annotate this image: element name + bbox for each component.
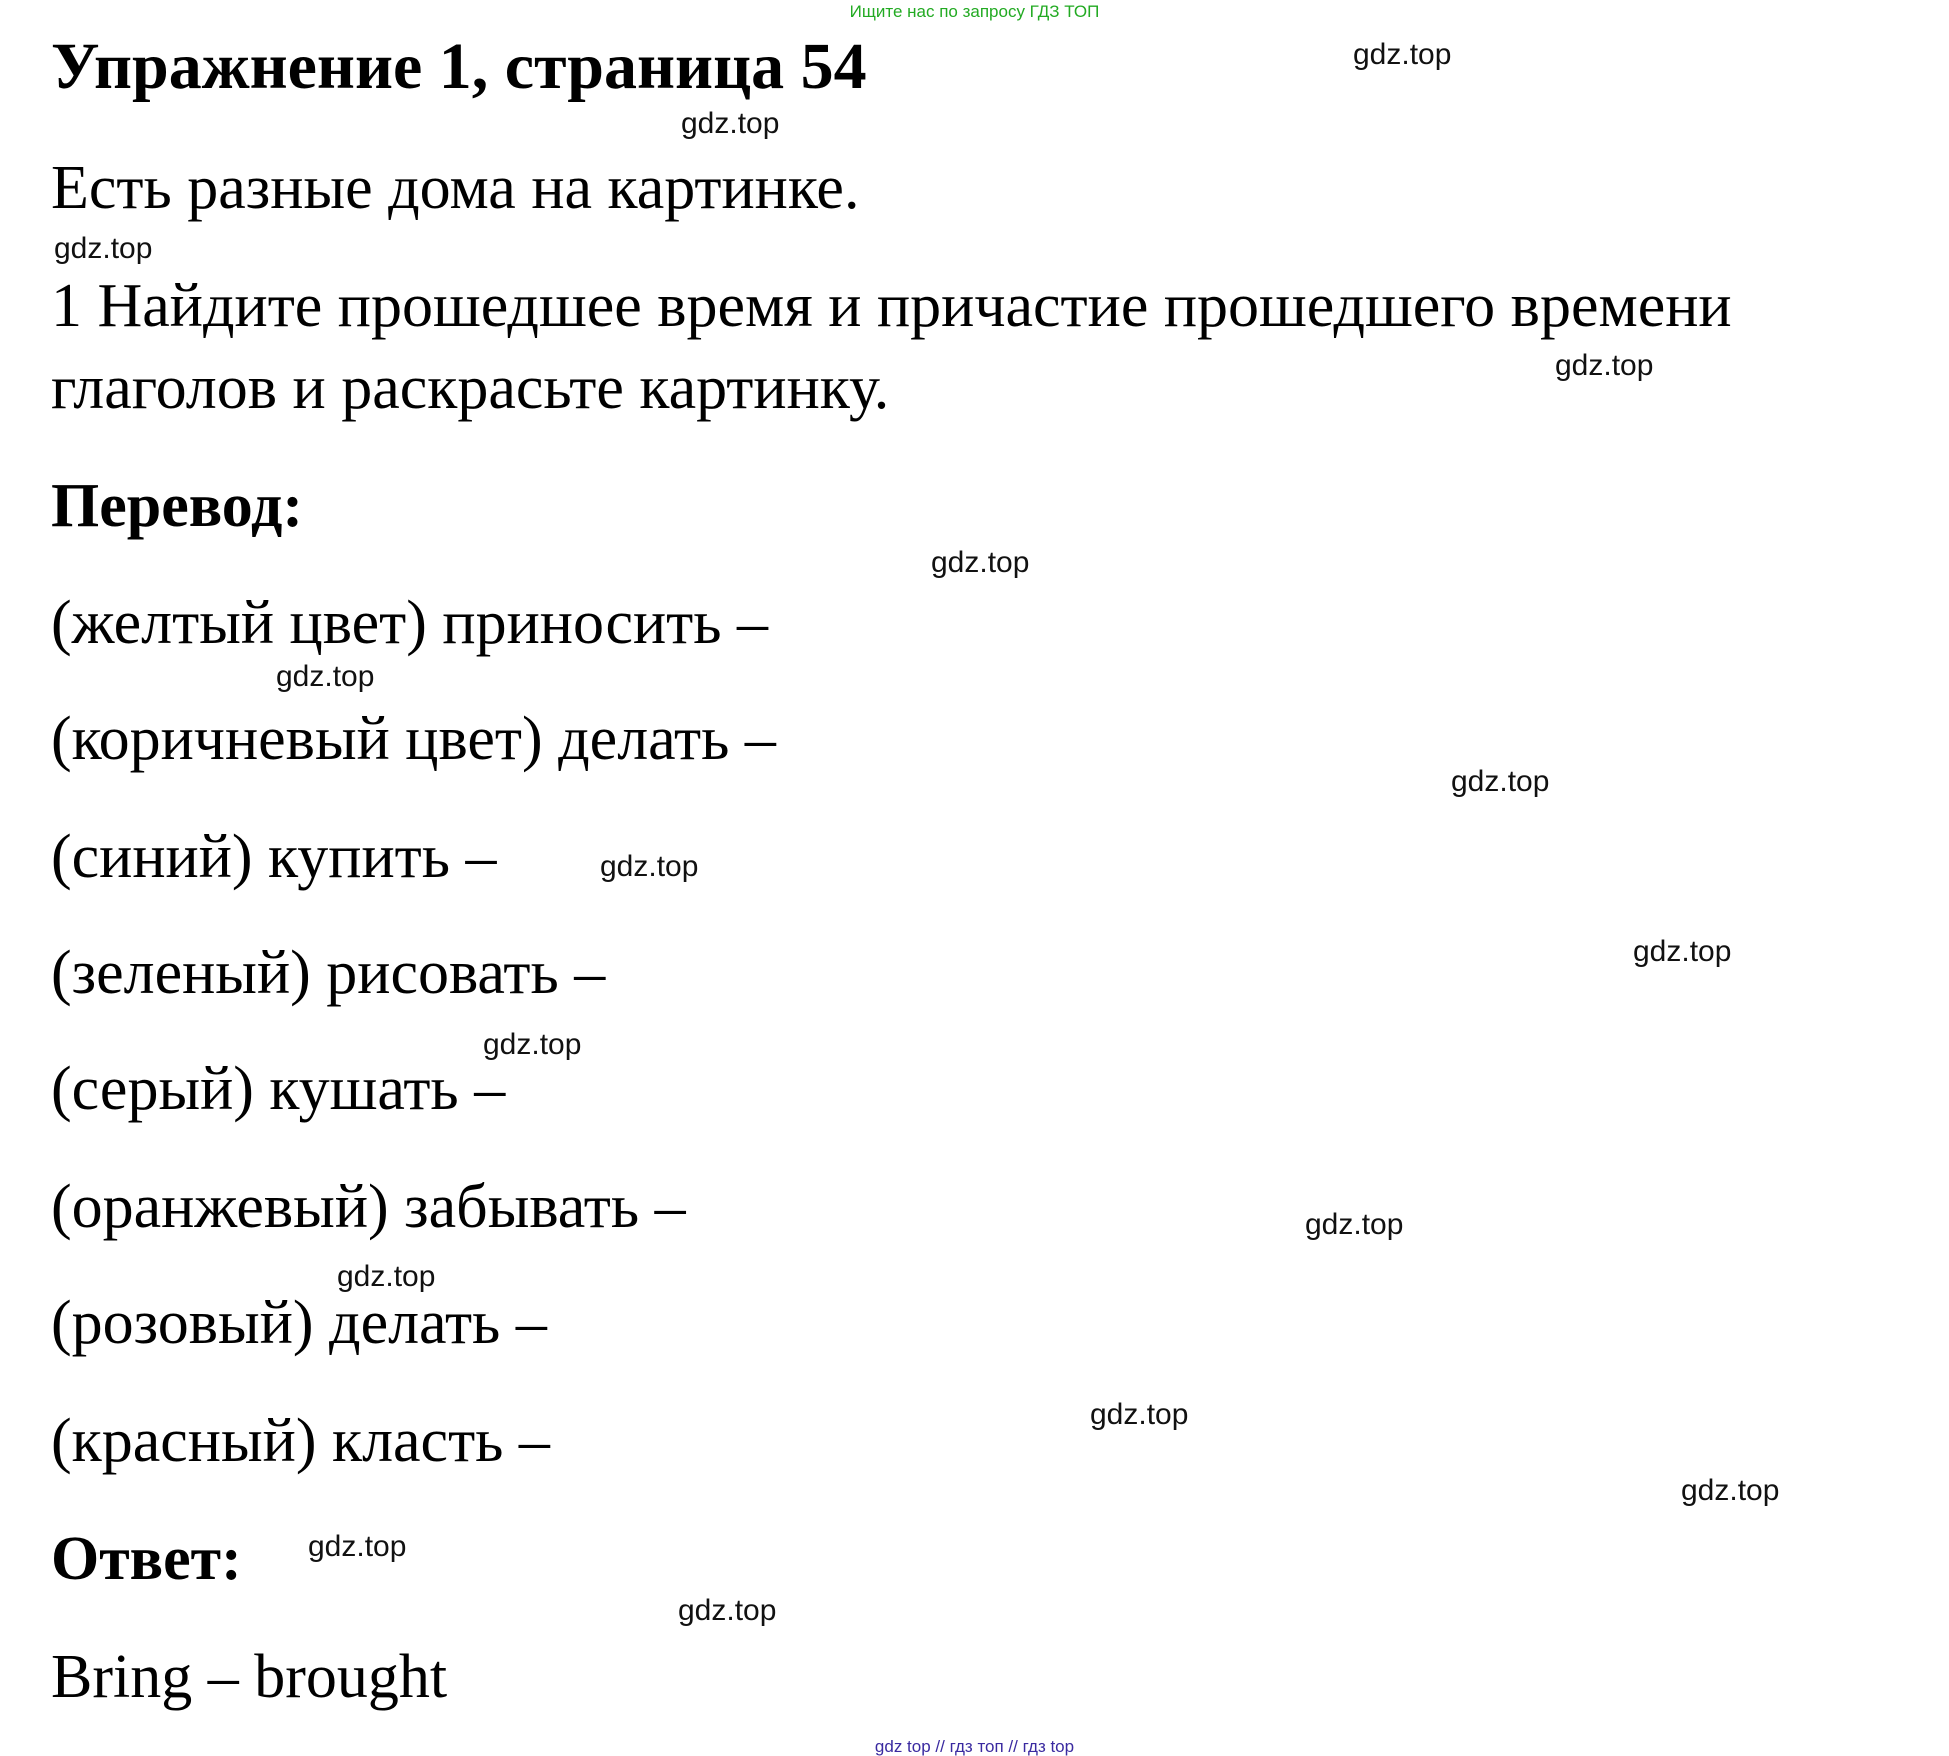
translation-heading: Перевод:: [51, 472, 304, 540]
watermark: gdz.top: [1353, 38, 1452, 71]
footer-links: gdz top // гдз топ // гдз top: [874, 1737, 1075, 1756]
translation-item: (оранжевый) забывать –: [51, 1173, 686, 1241]
translation-item: (серый) кушать –: [51, 1055, 506, 1123]
watermark: gdz.top: [54, 232, 153, 265]
watermark: gdz.top: [600, 850, 699, 883]
watermark: gdz.top: [1305, 1208, 1404, 1241]
translation-item: (синий) купить –: [51, 823, 497, 891]
watermark: gdz.top: [483, 1028, 582, 1061]
watermark: gdz.top: [1555, 349, 1654, 382]
intro-text: Есть разные дома на картинке.: [51, 154, 860, 222]
top-banner: Ищите нас по запросу ГДЗ ТОП: [849, 2, 1100, 21]
page-title: Упражнение 1, страница 54: [51, 30, 867, 103]
task-line-2: глаголов и раскрасьте картинку.: [51, 354, 890, 422]
watermark: gdz.top: [308, 1530, 407, 1563]
watermark: gdz.top: [681, 107, 780, 140]
translation-item: (красный) класть –: [51, 1407, 550, 1475]
watermark: gdz.top: [1451, 765, 1550, 798]
answer-line: Bring – brought: [51, 1643, 448, 1711]
answer-heading: Ответ:: [51, 1525, 242, 1593]
watermark: gdz.top: [1681, 1474, 1780, 1507]
watermark: gdz.top: [1633, 935, 1732, 968]
watermark: gdz.top: [337, 1260, 436, 1293]
task-line-1: 1 Найдите прошедшее время и причастие прошедшего времени: [51, 272, 1732, 340]
translation-item: (желтый цвет) приносить –: [51, 589, 769, 657]
translation-item: (розовый) делать –: [51, 1289, 547, 1357]
translation-item: (зеленый) рисовать –: [51, 939, 606, 1007]
watermark: gdz.top: [931, 546, 1030, 579]
translation-item: (коричневый цвет) делать –: [51, 705, 776, 773]
watermark: gdz.top: [678, 1594, 777, 1627]
watermark: gdz.top: [1090, 1398, 1189, 1431]
watermark: gdz.top: [276, 660, 375, 693]
